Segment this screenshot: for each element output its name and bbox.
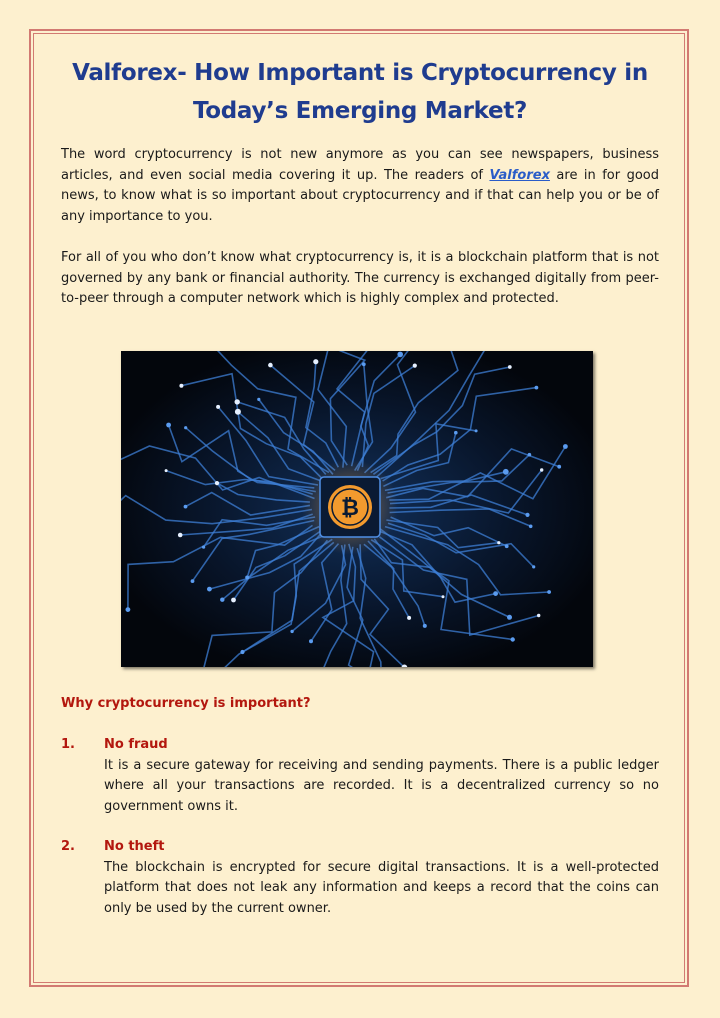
- circuit-node: [215, 481, 219, 485]
- circuit-node: [166, 423, 171, 428]
- circuit-node: [178, 533, 183, 538]
- circuit-node: [126, 607, 131, 612]
- circuit-node: [442, 595, 445, 598]
- item-text: It is a secure gateway for receiving and sending payments. There is a public ledger where all your transactions are recorded. It is a decentralized currency so no government owns it.: [104, 757, 659, 814]
- circuit-node: [454, 431, 458, 435]
- list-item: [61, 735, 659, 817]
- circuit-node: [413, 364, 417, 368]
- circuit-node: [245, 576, 249, 580]
- circuit-node: [535, 386, 539, 390]
- intro-text-end: are in for good news, to know what is so important about cryptocurrency and if that can help you or be of any importance to you.: [61, 167, 659, 224]
- circuit-node: [407, 616, 411, 620]
- circuit-board-graphic: [121, 351, 593, 667]
- circuit-node: [184, 505, 188, 509]
- circuit-node: [557, 465, 561, 469]
- circuit-node: [537, 614, 540, 617]
- item-number: 2.: [61, 839, 75, 854]
- circuit-node: [268, 363, 273, 368]
- circuit-node: [547, 590, 551, 594]
- item-title: No theft: [104, 839, 165, 854]
- circuit-node: [563, 444, 568, 449]
- circuit-node: [220, 598, 224, 602]
- valforex-link[interactable]: Valforex: [489, 167, 550, 183]
- bitcoin-glyph: ₿: [341, 496, 359, 521]
- circuit-node: [423, 624, 427, 628]
- circuit-node: [235, 399, 240, 404]
- circuit-node: [505, 544, 509, 548]
- item-text: The blockchain is encrypted for secure digital transactions. It is a well-protected platform that does not leak any information and keeps a record that the coins can only be used by the current owner.: [104, 859, 659, 916]
- circuit-node: [191, 579, 195, 583]
- circuit-node: [540, 468, 543, 471]
- circuit-node: [529, 525, 533, 529]
- circuit-node: [475, 429, 478, 432]
- section-heading: Why cryptocurrency is important?: [61, 696, 311, 711]
- circuit-node: [532, 565, 535, 568]
- circuit-node: [511, 637, 515, 641]
- item-number: 1.: [61, 737, 75, 752]
- circuit-node: [397, 352, 403, 358]
- circuit-node: [290, 630, 293, 633]
- circuit-node: [525, 513, 529, 517]
- intro-text-start: The word cryptocurrency is not new anymore as you can see newspapers, business articles, and even social media covering it up. The readers of: [61, 147, 659, 183]
- circuit-node: [309, 639, 313, 643]
- circuit-node: [184, 426, 187, 429]
- circuit-node: [528, 453, 532, 457]
- intro-paragraph: [61, 145, 659, 227]
- circuit-node: [202, 546, 205, 549]
- circuit-node: [179, 384, 183, 388]
- circuit-node: [240, 650, 244, 654]
- circuit-node: [503, 469, 509, 475]
- circuit-node: [165, 469, 168, 472]
- circuit-node: [493, 591, 498, 596]
- circuit-node: [207, 587, 212, 592]
- circuit-node: [313, 359, 318, 364]
- circuit-node: [362, 362, 366, 366]
- circuit-node: [235, 409, 241, 415]
- circuit-node: [216, 405, 220, 409]
- circuit-node: [507, 615, 512, 620]
- list-item: [61, 837, 659, 919]
- definition-paragraph: For all of you who don’t know what cryptocurrency is, it is a blockchain platform that is not governed by any bank or financial authority. The currency is exchanged digitally from peer-to-peer through a computer network which is highly complex and protected.: [61, 250, 659, 306]
- circuit-node: [257, 398, 260, 401]
- circuit-node: [497, 541, 500, 544]
- article-title: Valforex- How Important is Cryptocurrency in Today’s Emerging Market?: [72, 60, 648, 124]
- item-title: No fraud: [104, 737, 168, 752]
- crypto-circuit-image: [121, 351, 593, 667]
- circuit-node: [508, 365, 512, 369]
- circuit-node: [231, 598, 236, 603]
